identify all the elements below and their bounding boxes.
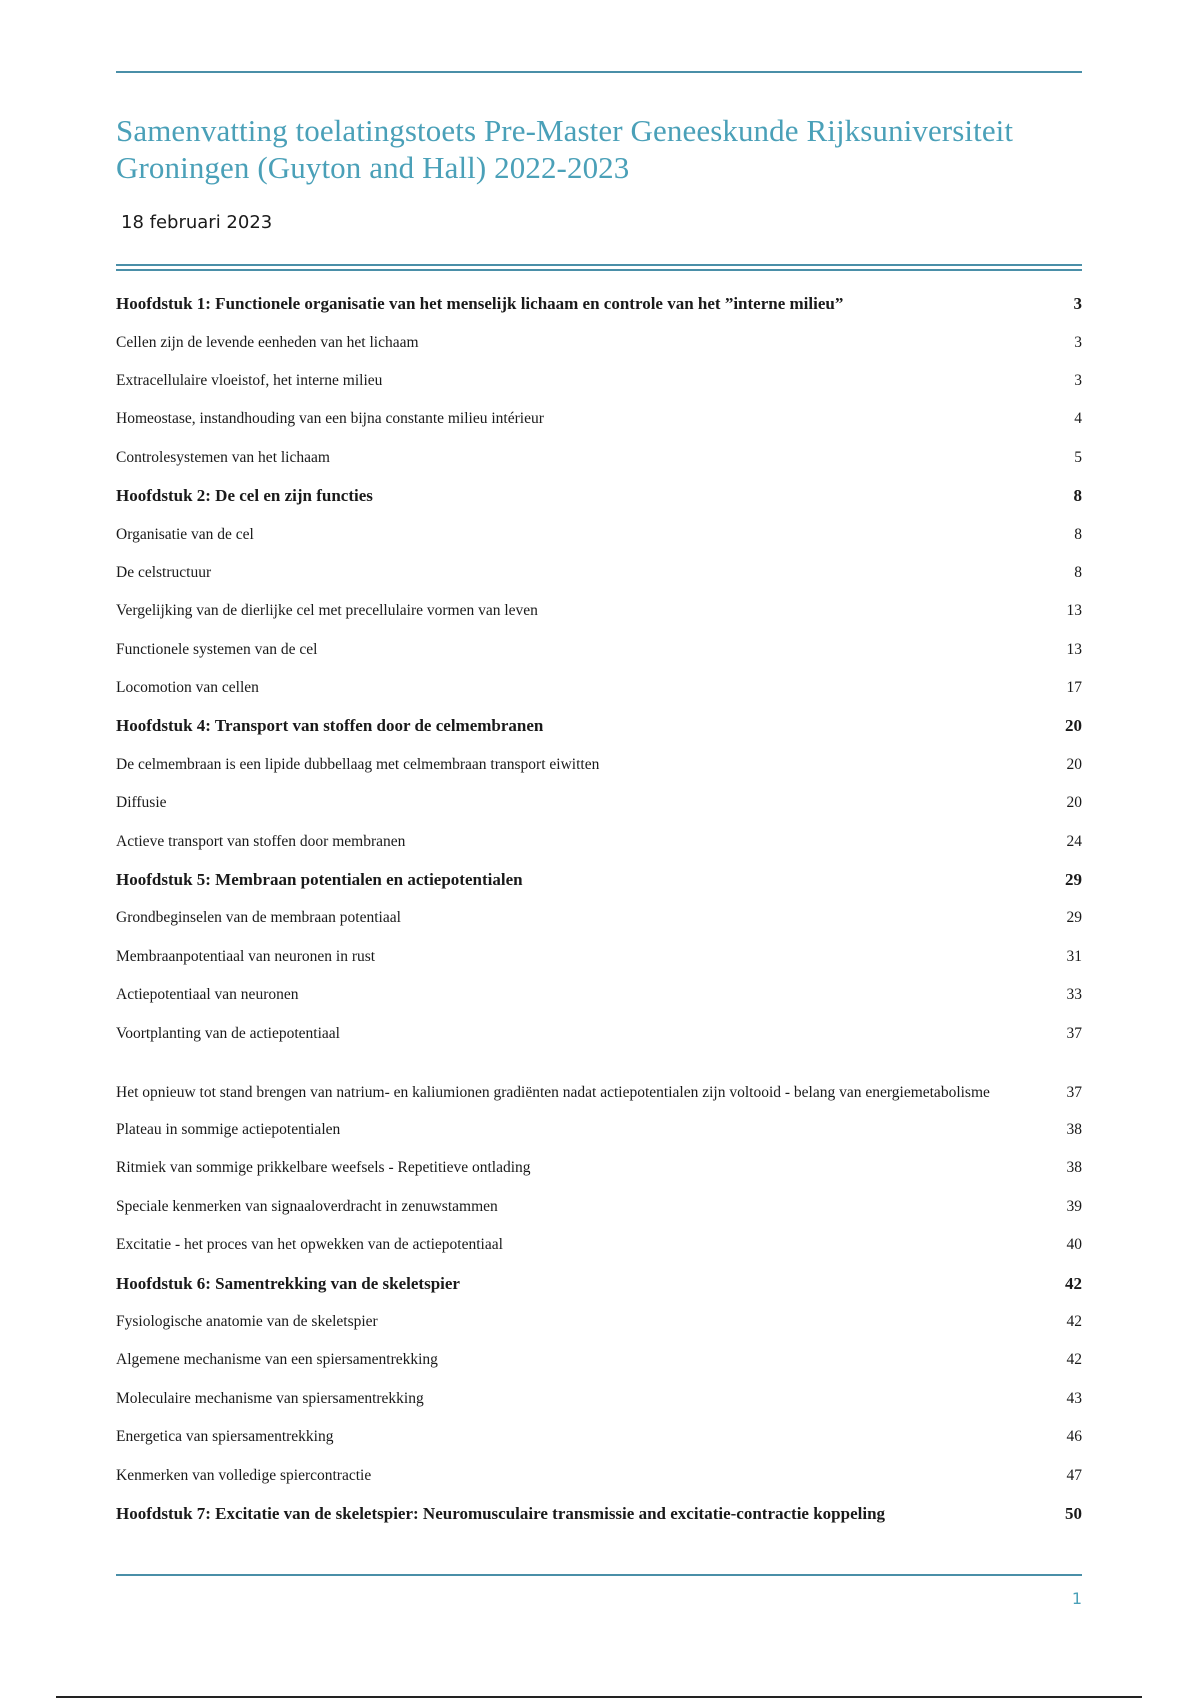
toc-entry-label: Voortplanting van de actiepotentiaal	[116, 1024, 340, 1042]
toc-entry-label: Grondbeginselen van de membraan potentiaal	[116, 909, 401, 927]
toc-entry-page-number: 8	[1073, 486, 1082, 506]
toc-entry-page-number: 20	[1066, 755, 1082, 773]
toc-entry-page-number: 29	[1065, 870, 1082, 890]
toc-entry-page-number: 37	[1066, 1024, 1082, 1042]
footer-rule	[116, 1574, 1082, 1576]
toc-section-entry[interactable]	[116, 1380, 1082, 1418]
toc-entry-page-number: 13	[1066, 602, 1082, 620]
page-edge-line	[56, 1696, 1142, 1698]
toc-entry-label: Hoofdstuk 1: Functionele organisatie van het menselijk lichaam en controle van het ”interne milieu”	[116, 294, 844, 314]
toc-entry-label: Cellen zijn de levende eenheden van het lichaam	[116, 333, 419, 351]
toc-entry-label: Diffusie	[116, 794, 167, 812]
toc-entry-label: Energetica van spiersamentrekking	[116, 1428, 334, 1446]
toc-section-entry[interactable]	[116, 784, 1082, 822]
toc-chapter-entry[interactable]	[116, 285, 1082, 323]
toc-entry-label: Kenmerken van volledige spiercontractie	[116, 1466, 372, 1484]
toc-entry-page-number: 4	[1074, 410, 1082, 428]
toc-section-entry[interactable]	[116, 899, 1082, 937]
toc-entry-page-number: 5	[1074, 448, 1082, 466]
toc-entry-page-number: 42	[1066, 1351, 1082, 1369]
toc-entry-page-number: 40	[1066, 1236, 1082, 1254]
toc-entry-page-number: 20	[1066, 794, 1082, 812]
toc-entry-page-number: 17	[1066, 679, 1082, 697]
document-date: 18 februari 2023	[121, 212, 273, 233]
toc-entry-page-number: 20	[1065, 716, 1082, 736]
toc-entry-label: Hoofdstuk 7: Excitatie van de skeletspier: Neuromusculaire transmissie and excitatie-contractie koppeling	[116, 1503, 886, 1523]
toc-section-entry[interactable]	[116, 976, 1082, 1014]
toc-entry-page-number: 37	[1066, 1083, 1082, 1101]
toc-entry-page-number: 42	[1065, 1273, 1082, 1293]
toc-entry-page-number: 46	[1066, 1428, 1082, 1446]
toc-entry-label: Homeostase, instandhouding van een bijna constante milieu intérieur	[116, 410, 544, 428]
toc-section-entry[interactable]	[116, 362, 1082, 400]
toc-entry-label: De celmembraan is een lipide dubbellaag met celmembraan transport eiwitten	[116, 755, 600, 773]
toc-section-entry[interactable]	[116, 400, 1082, 438]
toc-entry-page-number: 8	[1074, 563, 1082, 581]
toc-entry-label: De celstructuur	[116, 563, 212, 581]
toc-section-entry[interactable]	[116, 1014, 1082, 1052]
toc-section-entry[interactable]	[116, 669, 1082, 707]
toc-entry-page-number: 33	[1066, 986, 1082, 1004]
toc-chapter-entry[interactable]	[116, 707, 1082, 745]
toc-entry-page-number: 13	[1066, 640, 1082, 658]
toc-entry-page-number: 31	[1066, 947, 1082, 965]
toc-entry-page-number: 8	[1074, 525, 1082, 543]
toc-entry-label: Vergelijking van de dierlijke cel met precellulaire vormen van leven	[116, 602, 538, 620]
toc-entry-label: Organisatie van de cel	[116, 525, 254, 543]
toc-section-entry[interactable]	[116, 1111, 1082, 1149]
toc-entry-label: Hoofdstuk 2: De cel en zijn functies	[116, 486, 373, 506]
header-rule	[116, 71, 1082, 73]
toc-chapter-entry[interactable]	[116, 1495, 1082, 1533]
toc-entry-label: Fysiologische anatomie van de skeletspier	[116, 1312, 378, 1330]
toc-entry-label: Functionele systemen van de cel	[116, 640, 318, 658]
toc-entry-label: Controlesystemen van het lichaam	[116, 448, 330, 466]
toc-chapter-entry[interactable]	[116, 477, 1082, 515]
toc-entry-label: Locomotion van cellen	[116, 679, 259, 697]
toc-entry-label: Algemene mechanisme van een spiersamentrekking	[116, 1351, 438, 1369]
toc-entry-label: Moleculaire mechanisme van spiersamentrekking	[116, 1389, 424, 1407]
toc-section-entry[interactable]	[116, 938, 1082, 976]
toc-entry-label: Extracellulaire vloeistof, het interne milieu	[116, 371, 383, 389]
toc-entry-label: Het opnieuw tot stand brengen van natrium- en kaliumionen gradiënten nadat actiepotentialen zijn voltooid - belang van energiemetabolisme	[116, 1083, 990, 1101]
toc-section-entry[interactable]	[116, 323, 1082, 361]
document-title: Samenvatting toelatingstoets Pre-Master Geneeskunde Rijksuniversiteit Groningen (Guyton and Hall) 2022-2023	[116, 113, 1014, 185]
toc-entry-label: Actiepotentiaal van neuronen	[116, 986, 299, 1004]
toc-entry-label: Actieve transport van stoffen door membranen	[116, 832, 406, 850]
toc-entry-page-number: 50	[1065, 1503, 1082, 1523]
toc-entry-page-number: 3	[1074, 333, 1082, 351]
toc-entry-label: Hoofdstuk 6: Samentrekking van de skeletspier	[116, 1273, 460, 1293]
toc-section-entry[interactable]	[116, 554, 1082, 592]
page-number: 1	[1071, 1589, 1082, 1608]
toc-entry-label: Plateau in sommige actiepotentialen	[116, 1121, 341, 1138]
toc-entry-label: Membraanpotentiaal van neuronen in rust	[116, 947, 376, 965]
toc-entry-page-number: 24	[1066, 832, 1082, 850]
toc-section-entry[interactable]	[116, 1226, 1082, 1264]
toc-section-entry[interactable]	[116, 1341, 1082, 1379]
toc-section-entry[interactable]	[116, 1188, 1082, 1226]
toc-entry-page-number: 47	[1066, 1466, 1082, 1484]
toc-entry-label: Ritmiek van sommige prikkelbare weefsels - Repetitieve ontlading	[116, 1159, 531, 1177]
toc-chapter-entry[interactable]	[116, 861, 1082, 899]
toc-section-entry[interactable]	[116, 592, 1082, 630]
toc-entry-page-number: 38	[1066, 1121, 1082, 1138]
toc-section-entry[interactable]	[116, 1456, 1082, 1494]
toc-entry-page-number: 42	[1066, 1312, 1082, 1330]
table-of-contents	[116, 285, 1082, 1533]
toc-entry-label: Hoofdstuk 4: Transport van stoffen door de celmembranen	[116, 716, 544, 736]
toc-section-entry[interactable]	[116, 822, 1082, 860]
toc-entry-page-number: 3	[1073, 294, 1082, 314]
toc-section-entry[interactable]	[116, 1418, 1082, 1456]
toc-entry-page-number: 38	[1066, 1159, 1082, 1177]
toc-section-entry[interactable]	[116, 515, 1082, 553]
toc-entry-page-number: 39	[1066, 1197, 1082, 1215]
toc-entry-page-number: 3	[1074, 371, 1082, 389]
toc-section-entry[interactable]	[116, 746, 1082, 784]
toc-entry-label: Hoofdstuk 5: Membraan potentialen en actiepotentialen	[116, 870, 523, 890]
toc-section-entry[interactable]	[116, 1303, 1082, 1341]
toc-chapter-entry[interactable]	[116, 1264, 1082, 1302]
toc-section-entry[interactable]	[116, 631, 1082, 669]
toc-entry-page-number: 29	[1066, 909, 1082, 927]
toc-section-entry[interactable]	[116, 439, 1082, 477]
toc-section-entry[interactable]	[116, 1149, 1082, 1187]
toc-entry-page-number: 43	[1066, 1389, 1082, 1407]
toc-entry-label: Excitatie - het proces van het opwekken van de actiepotentiaal	[116, 1236, 503, 1254]
toc-divider	[116, 264, 1082, 271]
toc-entry-label: Speciale kenmerken van signaaloverdracht in zenuwstammen	[116, 1197, 498, 1215]
toc-section-entry[interactable]	[116, 1053, 1082, 1111]
